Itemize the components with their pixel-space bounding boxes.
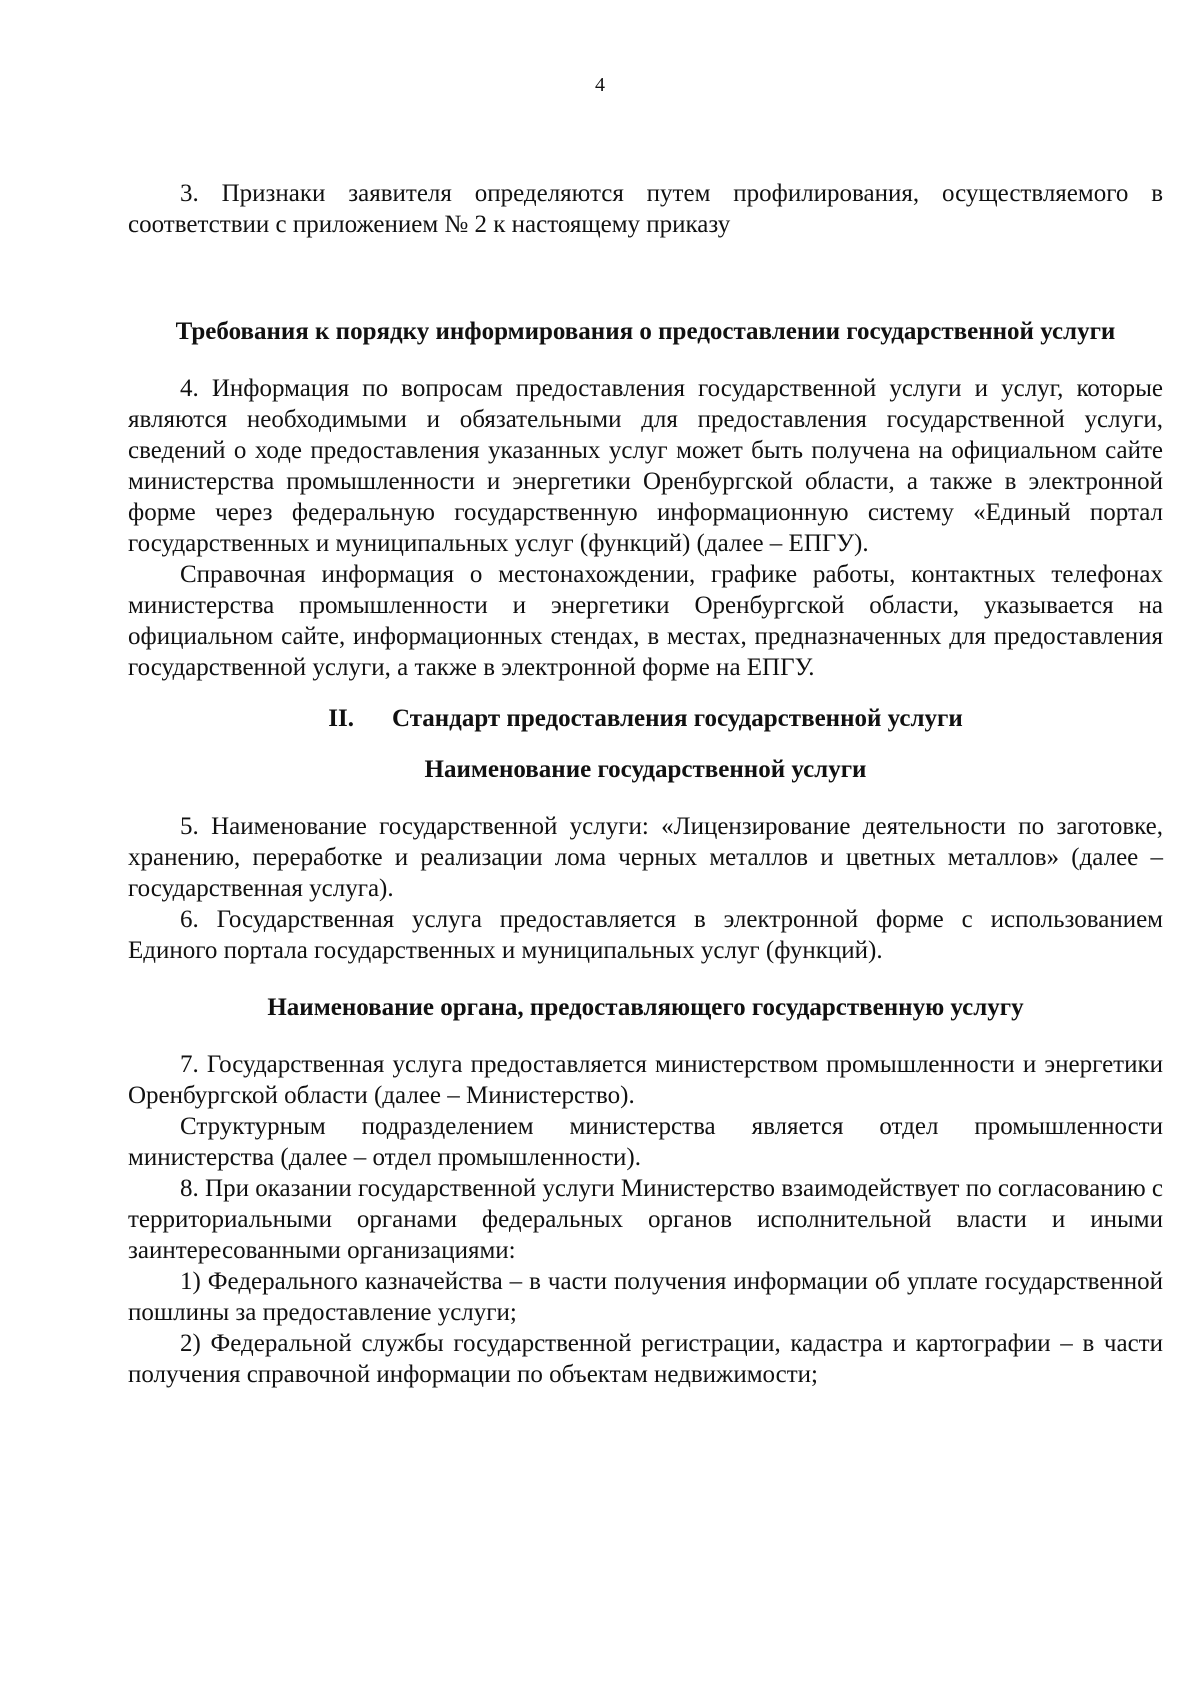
paragraph-8-item-1: 1) Федерального казначейства – в части получения информации об уплате государственной пошлины за предоставление услуги;	[128, 1268, 1163, 1326]
section-number: II.	[328, 705, 354, 732]
section-title-ii	[128, 703, 1163, 734]
paragraph-3: 3. Признаки заявителя определяются путем профилирования, осуществляемого в соответствии с приложением № 2 к настоящему приказу	[128, 180, 1163, 238]
page-number: 4	[595, 74, 605, 96]
heading-service-name: Наименование государственной услуги	[424, 756, 867, 783]
paragraph-5: 5. Наименование государственной услуги: «Лицензирование деятельности по заготовке, хранению, переработке и реализации лома черных металлов и цветных металлов» (далее – государственная услуга).	[128, 813, 1163, 902]
paragraph-7-structural-unit: Структурным подразделением министерства является отдел промышленности министерства (далее – отдел промышленности).	[128, 1113, 1163, 1171]
paragraph-8-item-2: 2) Федеральной службы государственной регистрации, кадастра и картографии – в части получения справочной информации по объектам недвижимости;	[128, 1330, 1163, 1388]
paragraph-4-reference-info: Справочная информация о местонахождении, графике работы, контактных телефонах министерства промышленности и энергетики Оренбургской области, указывается на официальном сайте, информационных стендах, в местах, предназначенных для предоставления государственной услуги, а также в электронной форме на ЕПГУ.	[128, 561, 1163, 681]
heading-informing-requirements: Требования к порядку информирования о предоставлении государственной услуги	[175, 318, 1116, 345]
paragraph-6: 6. Государственная услуга предоставляется в электронной форме с использованием Единого портала государственных и муниципальных услуг (функций).	[128, 906, 1163, 964]
paragraph-4: 4. Информация по вопросам предоставления государственной услуги и услуг, которые являются необходимыми и обязательными для предоставления государственной услуги, сведений о ходе предоставления указанных услуг может быть получена на официальном сайте министерства промышленности и энергетики Оренбургской области, а также в электронной форме через федеральную государственную информационную систему «Единый портал государственных и муниципальных услуг (функций) (далее – ЕПГУ).	[128, 375, 1163, 557]
paragraph-7: 7. Государственная услуга предоставляется министерством промышленности и энергетики Оренбургской области (далее – Министерство).	[128, 1051, 1163, 1109]
section-title-text: Стандарт предоставления государственной услуги	[391, 705, 963, 732]
paragraph-8: 8. При оказании государственной услуги Министерство взаимодействует по согласованию с территориальными органами федеральных органов исполнительной власти и иными заинтересованными организациями:	[128, 1175, 1163, 1264]
heading-providing-authority: Наименование органа, предоставляющего государственную услугу	[267, 994, 1024, 1021]
document-body	[128, 178, 1163, 1390]
